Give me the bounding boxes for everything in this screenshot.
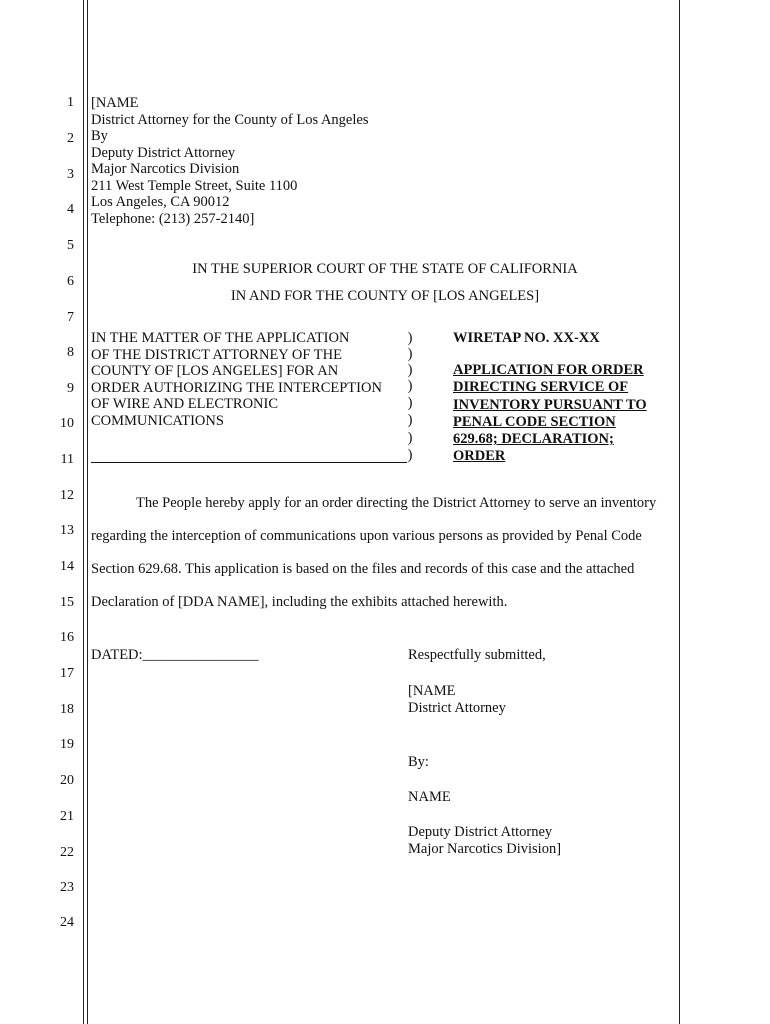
- deputy-name: NAME: [408, 789, 451, 805]
- line-number: 20: [60, 773, 74, 788]
- line-number: 17: [60, 666, 74, 681]
- line-number: 9: [67, 381, 74, 396]
- title-line: APPLICATION FOR ORDER: [453, 362, 644, 378]
- deputy-title: Deputy District Attorney: [91, 144, 236, 161]
- da-signature-block: [408, 683, 506, 716]
- line-number: 21: [60, 809, 74, 824]
- caption-line: COUNTY OF [LOS ANGELES] FOR AN: [91, 363, 339, 379]
- caption-line: COMMUNICATIONS: [91, 412, 224, 429]
- body-line: regarding the interception of communications upon various persons as provided by Penal Code: [91, 528, 642, 544]
- attorney-title: District Attorney for the County of Los Angeles: [91, 111, 369, 128]
- division: Major Narcotics Division: [91, 161, 240, 177]
- caption-paren: ): [407, 412, 413, 428]
- line-number: 10: [60, 416, 74, 431]
- caption-line: ORDER AUTHORIZING THE INTERCEPTION: [91, 379, 382, 396]
- respectfully-submitted: Respectfully submitted,: [408, 647, 546, 663]
- caption-line: OF WIRE AND ELECTRONIC: [91, 396, 279, 412]
- da-title: District Attorney: [408, 699, 506, 716]
- line-number: 12: [60, 488, 74, 503]
- caption-line: IN THE MATTER OF THE APPLICATION: [91, 330, 350, 346]
- left-margin-rule-inner: [87, 0, 88, 1024]
- body-line: The People hereby apply for an order directing the District Attorney to serve an inventory: [136, 495, 657, 511]
- document-title: [453, 362, 647, 466]
- deputy-division: Major Narcotics Division]: [408, 840, 562, 857]
- caption-paren: ): [407, 330, 413, 346]
- line-number: 13: [60, 523, 74, 538]
- line-number: 11: [60, 452, 74, 467]
- body-line: Section 629.68. This application is based on the files and records of this case and the attached: [91, 561, 635, 577]
- caption-paren: ): [407, 395, 413, 411]
- left-margin-rule: [83, 0, 84, 1024]
- court-title: IN THE SUPERIOR COURT OF THE STATE OF CALIFORNIA: [192, 261, 578, 277]
- title-line: 629.68; DECLARATION;: [453, 431, 614, 448]
- line-number: 8: [67, 345, 74, 360]
- caption-paren: ): [407, 362, 413, 378]
- line-number: 2: [67, 131, 74, 146]
- line-number: 6: [67, 274, 74, 289]
- line-number: 1: [67, 95, 74, 110]
- caption-paren: ): [407, 346, 413, 362]
- line-number: 15: [60, 595, 74, 610]
- case-number: WIRETAP NO. XX-XX: [453, 330, 600, 346]
- caption-underline: [91, 462, 407, 463]
- street-address: 211 West Temple Street, Suite 1100: [91, 177, 298, 194]
- telephone: Telephone: (213) 257-2140]: [91, 210, 255, 227]
- dated-field: DATED:________________: [91, 647, 259, 663]
- title-line: INVENTORY PURSUANT TO: [453, 396, 647, 413]
- caption-matter: [91, 330, 382, 429]
- body-line: Declaration of [DDA NAME], including the exhibits attached herewith.: [91, 594, 508, 610]
- line-number: 14: [60, 559, 74, 574]
- attorney-header-block: [91, 95, 368, 227]
- line-number: 19: [60, 737, 74, 752]
- line-number: 18: [60, 702, 74, 717]
- attorney-name: [NAME: [91, 95, 139, 111]
- title-line: PENAL CODE SECTION: [453, 413, 616, 430]
- court-county: IN AND FOR THE COUNTY OF [LOS ANGELES]: [230, 288, 540, 304]
- city-state-zip: Los Angeles, CA 90012: [91, 194, 230, 210]
- line-number: 23: [60, 880, 74, 895]
- deputy-title: Deputy District Attorney: [408, 824, 553, 840]
- line-number: 4: [67, 202, 74, 217]
- line-number: 16: [60, 630, 74, 645]
- line-number: 3: [67, 167, 74, 182]
- title-line: DIRECTING SERVICE OF: [453, 379, 629, 396]
- caption-paren: ): [407, 378, 413, 394]
- line-number: 22: [60, 845, 74, 860]
- title-line: ORDER: [453, 448, 506, 465]
- caption-line: OF THE DISTRICT ATTORNEY OF THE: [91, 346, 342, 363]
- right-margin-rule: [679, 0, 680, 1024]
- deputy-block: [408, 824, 561, 857]
- attorney-by: By: [91, 128, 108, 144]
- line-number: 7: [67, 310, 74, 325]
- signature-by: By:: [408, 754, 429, 770]
- line-number: 24: [60, 915, 74, 930]
- caption-paren: ): [407, 447, 413, 463]
- da-name: [NAME: [408, 683, 456, 699]
- line-number: 5: [67, 238, 74, 253]
- caption-paren: ): [407, 430, 413, 446]
